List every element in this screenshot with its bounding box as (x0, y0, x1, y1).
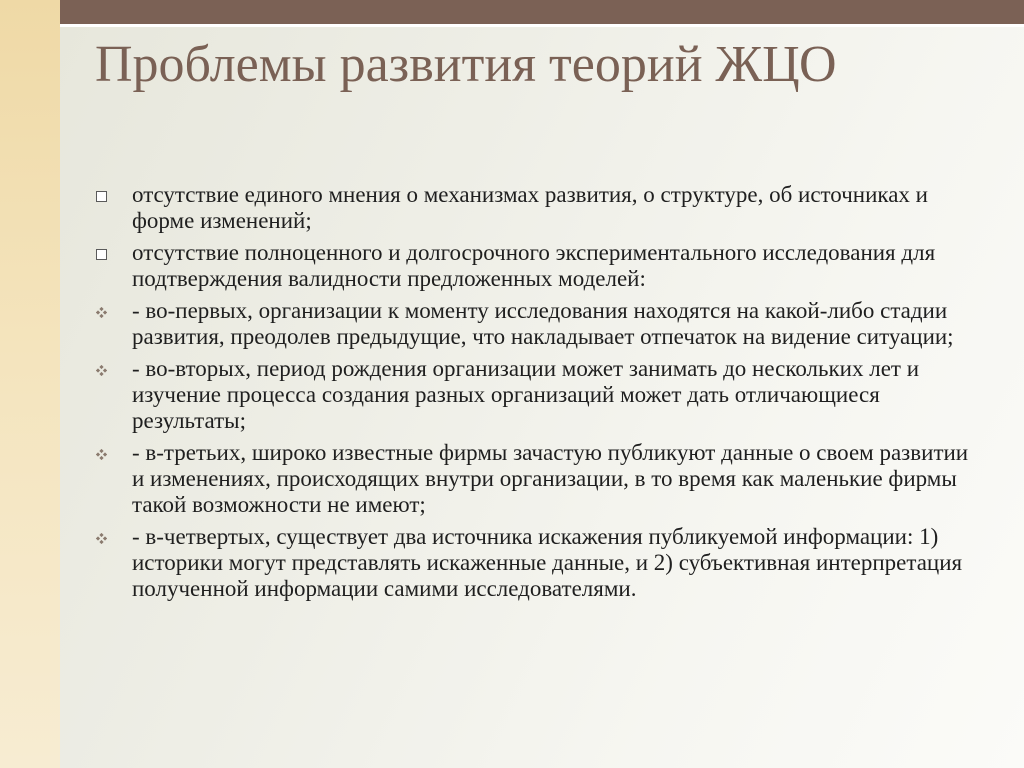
bullet-item (96, 524, 976, 602)
square-bullet-icon (96, 249, 107, 260)
diamond-bullet-icon (96, 533, 107, 544)
bullet-item (96, 356, 976, 434)
bullet-text: - в-третьих, широко известные фирмы зачастую публикуют данные о своем развитии и изменениях, происходящих внутри организации, в то время как маленькие фирмы такой возможности не имеют; (132, 440, 969, 517)
bullet-text: отсутствие полноценного и долгосрочного экспериментального исследования для подтверждения валидности предложенных моделей: (132, 240, 936, 291)
bullet-list (96, 182, 976, 608)
bullet-text: - в-четвертых, существует два источника искажения публикуемой информации: 1) историки могут представлять искаженные данные, и 2) субъективная интерпретация полученной информации самими исследователями. (132, 524, 963, 601)
bullet-item (96, 240, 976, 292)
bullet-item (96, 440, 976, 518)
bullet-item (96, 298, 976, 350)
bullet-text: отсутствие единого мнения о механизмах развития, о структуре, об источниках и форме изменений; (132, 182, 928, 233)
side-decoration-strip (0, 0, 60, 768)
square-bullet-icon (96, 191, 107, 202)
bullet-text: - во-первых, организации к моменту исследования находятся на какой-либо стадии развития, преодолев предыдущие, что накладывает отпечаток на видение ситуации; (132, 298, 954, 349)
slide-title: Проблемы развития теорий ЖЦО (95, 36, 837, 93)
bullet-text: - во-вторых, период рождения организации может занимать до нескольких лет и изучение процесса создания разных организаций может дать отличающиеся результаты; (132, 356, 920, 433)
diamond-bullet-icon (96, 449, 107, 460)
top-accent-bar (60, 0, 1024, 24)
diamond-bullet-icon (96, 307, 107, 318)
bullet-item (96, 182, 976, 234)
diamond-bullet-icon (96, 365, 107, 376)
